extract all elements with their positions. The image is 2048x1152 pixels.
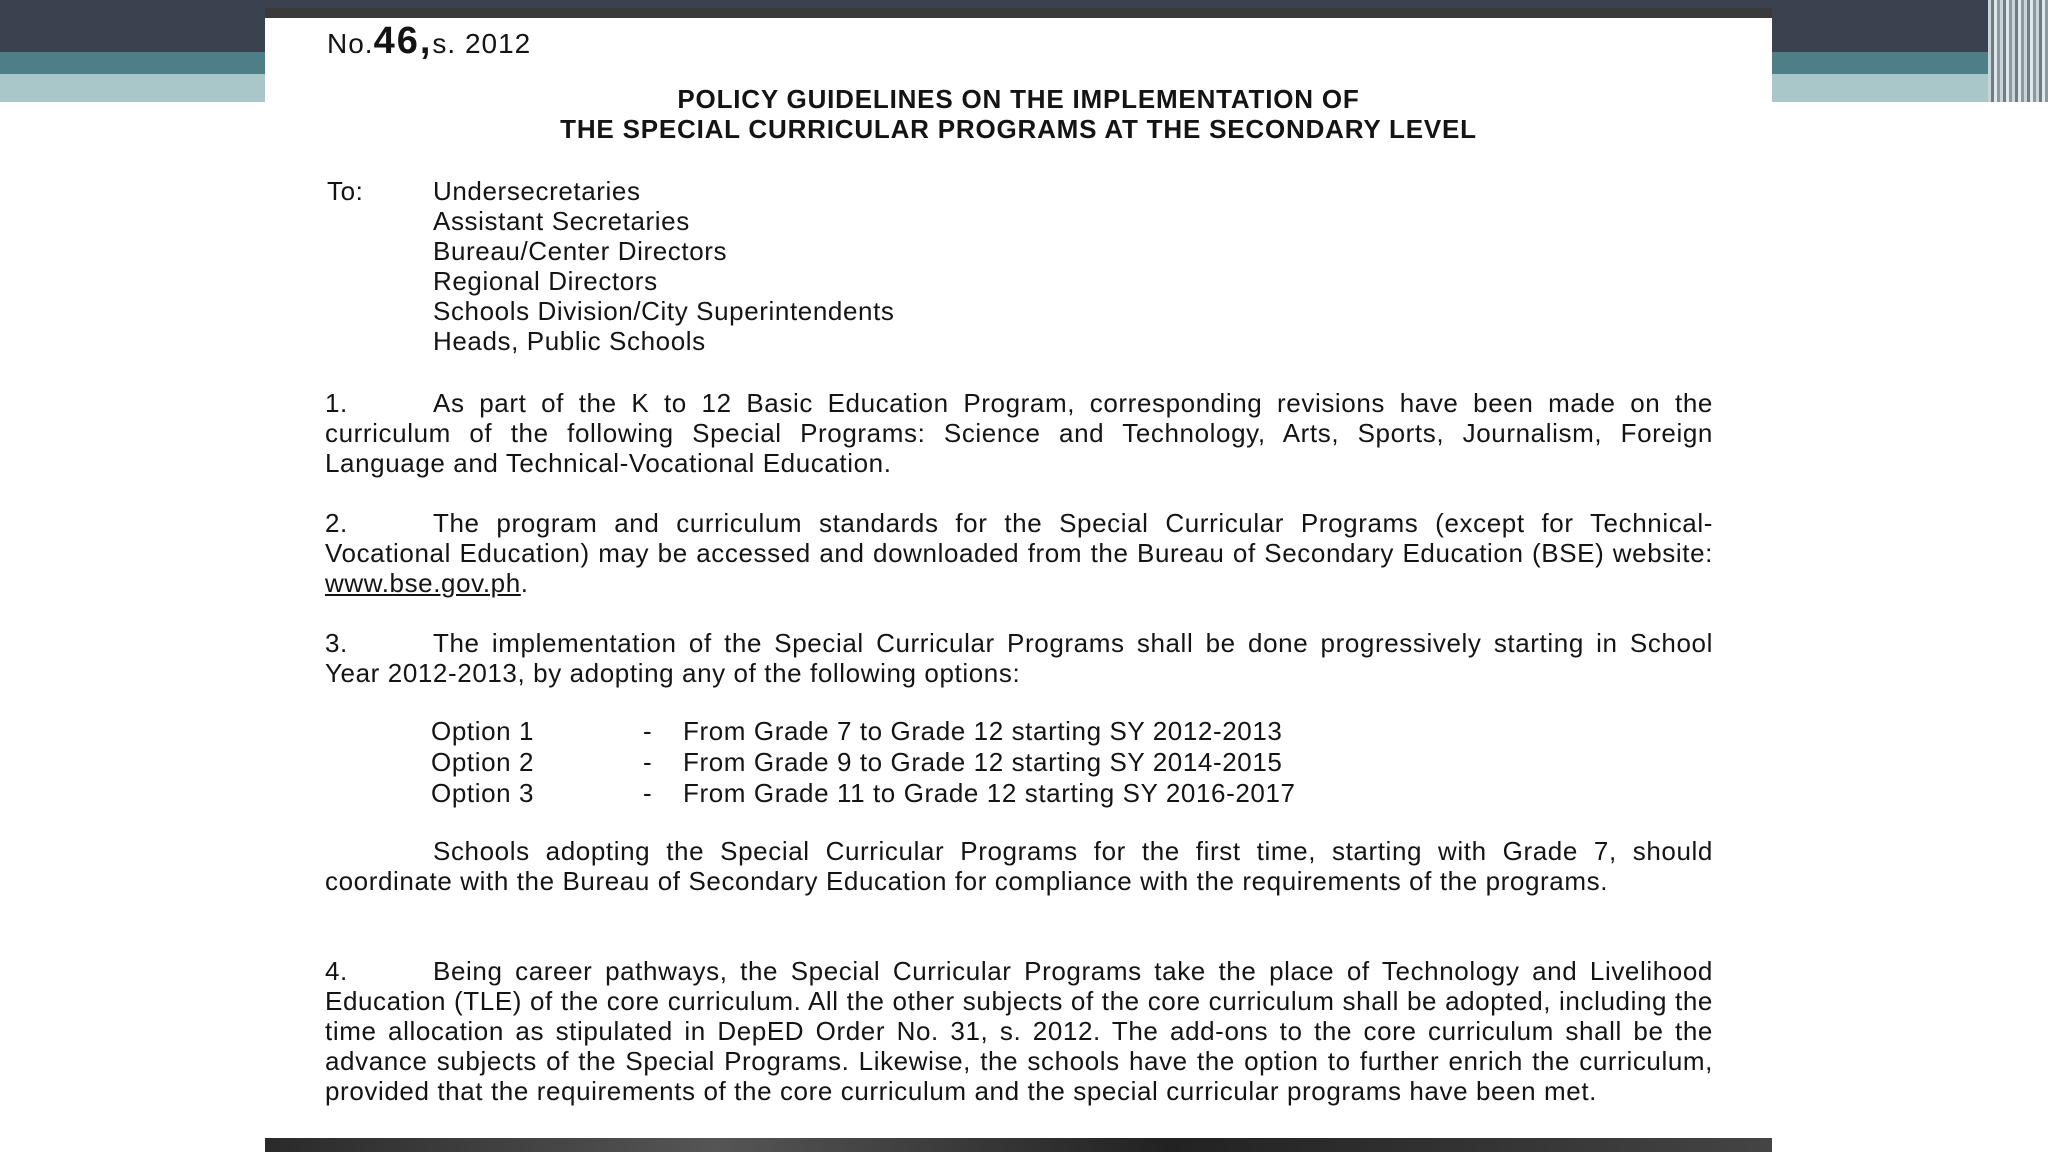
option-label: Option 1 <box>431 716 535 746</box>
options-list <box>431 716 1296 809</box>
slide-bottom-strip <box>265 1138 1772 1152</box>
option-label: Option 2 <box>431 747 535 777</box>
order-number: 46, <box>373 20 433 62</box>
option-label: Option 3 <box>431 778 535 808</box>
paragraph-number: 2. <box>325 508 348 538</box>
option-row <box>431 716 1296 747</box>
title-line-1: POLICY GUIDELINES ON THE IMPLEMENTATION OF <box>677 84 1360 114</box>
order-number-line <box>327 20 531 63</box>
recipient-item: Regional Directors <box>433 266 658 296</box>
option-text: From Grade 7 to Grade 12 starting SY 2012-2013 <box>683 716 1283 746</box>
paragraph-4 <box>325 956 1713 1106</box>
recipient-item: Assistant Secretaries <box>433 206 690 236</box>
paragraph-number: 4. <box>325 956 348 986</box>
option-row <box>431 778 1296 809</box>
document-title <box>265 84 1772 144</box>
slide-right-area <box>1772 102 2048 1152</box>
paragraph-3 <box>325 628 1713 688</box>
recipient-list <box>433 176 895 356</box>
title-line-2: THE SPECIAL CURRICULAR PROGRAMS AT THE SECONDARY LEVEL <box>560 114 1477 144</box>
recipient-item: Heads, Public Schools <box>433 326 706 356</box>
option-dash: - <box>643 778 653 808</box>
option-dash: - <box>643 716 653 746</box>
recipient-item: Bureau/Center Directors <box>433 236 728 266</box>
paragraph-end: . <box>520 568 529 598</box>
paragraph-text: The implementation of the Special Curricular Programs shall be done progressively starting in School Year 2012-2013, by adopting any of the following options: <box>325 628 1713 688</box>
recipient-item: Undersecretaries <box>433 176 641 206</box>
paragraph-text: Being career pathways, the Special Curricular Programs take the place of Technology and Livelihood Education (TLE) of the core curriculum. All the other subjects of the core curriculum shall be adopted, including the time allocation as stipulated in DepED Order No. 31, s. 2012. The add-ons to the core curriculum shall be the advance subjects of the Special Programs. Likewise, the schools have the option to further enrich the curriculum, provided that the requirements of the core curriculum and the special curricular programs have been met. <box>325 956 1713 1106</box>
option-row <box>431 747 1296 778</box>
to-label: To: <box>327 176 364 206</box>
paragraph-1 <box>325 388 1713 478</box>
scanned-document <box>265 8 1772 1138</box>
paragraph-text: As part of the K to 12 Basic Education Program, corresponding revisions have been made on the curriculum of the following Special Programs: Science and Technology, Arts, Sports, Journalism, Foreign Language and Technical-Vocational Education. <box>325 388 1713 478</box>
paragraph-3-continuation: Schools adopting the Special Curricular Programs for the first time, starting with Grade 7, should coordinate with the Bureau of Secondary Education for compliance with the requirements of the programs. <box>325 836 1713 896</box>
option-text: From Grade 11 to Grade 12 starting SY 2016-2017 <box>683 778 1296 808</box>
paragraph-2 <box>325 508 1713 598</box>
option-dash: - <box>643 747 653 777</box>
recipient-item: Schools Division/City Superintendents <box>433 296 895 326</box>
option-text: From Grade 9 to Grade 12 starting SY 2014-2015 <box>683 747 1283 777</box>
paragraph-text: The program and curriculum standards for the Special Curricular Programs (except for Technical-Vocational Education) may be accessed and downloaded from the Bureau of Secondary Education (BSE) website: <box>325 508 1713 568</box>
slide-corner-stripes <box>1988 0 2048 102</box>
bse-website-link[interactable]: www.bse.gov.ph <box>325 568 521 598</box>
paragraph-number: 3. <box>325 628 348 658</box>
paragraph-number: 1. <box>325 388 348 418</box>
order-prefix: No. <box>327 28 374 59</box>
order-series: s. 2012 <box>432 28 532 59</box>
